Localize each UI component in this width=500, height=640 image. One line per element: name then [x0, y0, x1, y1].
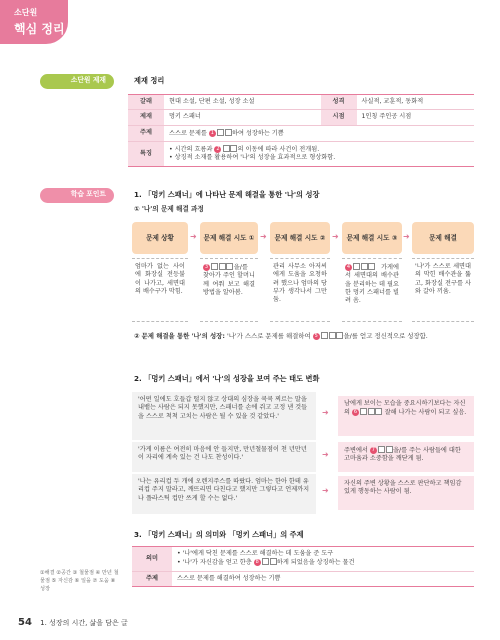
feature-header: 특징 — [128, 142, 164, 167]
view-value: 1인칭 주인공 시점 — [357, 110, 474, 125]
arrow-right-icon: ➜ — [322, 408, 329, 417]
step4-head: 문제 해결 시도 ③ — [342, 222, 402, 254]
meaning-table — [132, 546, 474, 587]
quote-2: '가게 이름은 여전히 마음에 안 들지만, 만년철물점이 천 년만년 이 자리에 계속 있는 건 나도 찬성이다.' — [132, 442, 316, 472]
page-footer — [18, 616, 128, 630]
label-content: 소단원 제재 — [40, 74, 114, 89]
change-1: 남에게 보이는 모습을 중요시하기보다는 자신의 6 잘해 나가는 사람이 되고 싶음. — [338, 396, 474, 436]
step3-head: 문제 해결 시도 ② — [270, 222, 330, 254]
quote-1: '어떤 일에도 호들갑 떨지 않고 상대의 심장을 쿡쿡 찌르는 말을 내뱉는 사람은 되지 못했지만, 스패너를 손에 쥐고 고정 낸 것들을 스스로 척척 고치는 사람은 될 수 있을 것 같았다.' — [132, 392, 316, 440]
sec1-sub1: ① '나'의 문제 해결 과정 — [134, 205, 204, 213]
theme3-header: 주제 — [132, 571, 172, 586]
genre-value: 현대 소설, 단편 소설, 성장 소설 — [164, 95, 321, 110]
arrow-right-icon: ➜ — [322, 450, 329, 459]
arrow-right-icon: ➜ — [403, 232, 410, 241]
footer-text: 1. 성장의 시간, 삶을 담은 글 — [40, 619, 128, 627]
summary-table — [128, 94, 474, 167]
badge-line2: 핵심 정리 — [14, 21, 65, 36]
genre-header: 갈래 — [128, 95, 164, 110]
sec3-title: 3. 「멍키 스패너」의 의미와 「멍키 스패너」의 주제 — [134, 530, 304, 539]
arrow-right-icon: ➜ — [260, 232, 267, 241]
sec2-title: 2. 「멍키 스패너」에서 '나'의 성장을 보여 주는 태도 변화 — [134, 374, 320, 383]
step5-body: '나'가 스스로 세면대의 막힌 배수관을 뚫고, 화장실 전구를 사 와 갈아 끼움. — [412, 258, 474, 322]
change-2: 주변에서 7 을/를 주는 사람들에 대한 고마움과 소중함을 깨닫게 됨. — [338, 442, 474, 472]
step1-head: 문제 상황 — [132, 222, 188, 254]
summary-title: 제재 정리 — [134, 76, 165, 85]
arrow-right-icon: ➜ — [322, 486, 329, 495]
step2-head: 문제 해결 시도 ① — [200, 222, 258, 254]
meaning-value: • '나'에게 닥친 문제를 스스로 해결하는 데 도움을 준 도구 • '나'가 자신감을 얻고 한층 8 하게 되었음을 상징하는 물건 — [172, 547, 474, 572]
badge-line1: 소단원 — [14, 8, 38, 17]
page-number: 54 — [18, 617, 32, 628]
change-3: 자신의 주변 상황을 스스로 판단하고 책임감 있게 행동하는 사람이 됨. — [338, 476, 474, 510]
answer-key: ①해결 ②공간 ③ 철물점 ④ 만년 철물점 ⑤ 자신감 ⑥ 일을 ⑦ 도움 ⑧ 성장 — [40, 570, 119, 592]
section-badge — [0, 0, 68, 44]
step2-body: 3 을/를 찾아가 주인 할머니께 여쭤 보고 해결 방법을 알아봄. — [200, 258, 258, 322]
theme-header: 주제 — [128, 125, 164, 141]
feature-value: • 시간의 흐름과 2 의 이동에 따라 사건이 전개됨. • 상징적 소재를 활용하여 '나'의 성장을 효과적으로 형상화함. — [164, 142, 474, 167]
meaning-header: 의미 — [132, 547, 172, 572]
step1-body: 엄마가 없는 사이에 화장실 전등불이 나가고, 세면대의 배수구가 막힘. — [132, 258, 188, 322]
sec1-title: 1. 「멍키 스패너」에 나타난 문제 해결을 통한 '나'의 성장 — [134, 190, 320, 199]
arrow-right-icon: ➜ — [332, 232, 339, 241]
step5-head: 문제 해결 — [412, 222, 474, 254]
sec1-sub2: ② 문제 해결을 통한 '나'의 성장: '나'가 스스로 문제를 해결하여 5 을/를 얻고 정신적으로 성장함. — [134, 332, 428, 340]
step4-body: 4 가게에서 세면대의 배수관을 분리하는 데 필요한 멍키 스패너를 빌려 옴. — [342, 258, 402, 322]
theme3-value: 스스로 문제를 해결하여 성장하는 기쁨 — [172, 571, 474, 586]
trait-value: 사실적, 교훈적, 동화적 — [357, 95, 474, 110]
subject-value: 멍키 스패너 — [164, 110, 321, 125]
subject-header: 제재 — [128, 110, 164, 125]
step3-body: 관리 사무소 아저씨에게 도움을 요청하려 했으나 엄마의 당부가 생각나서 그만둠. — [270, 258, 330, 322]
trait-header: 성격 — [321, 95, 357, 110]
arrow-right-icon: ➜ — [190, 232, 197, 241]
theme-value: 스스로 문제를 1 하여 성장하는 기쁨 — [164, 125, 474, 141]
view-header: 시점 — [321, 110, 357, 125]
quote-3: '나는 유리컵 두 개에 오렌지주스를 따랐다. 엄마는 한아 한테 유리컵 주지 말라고, 깨뜨리면 다친다고 했지만 그렇다고 언제까지나 플라스틱 컵만 쓰게 할 수는 없다.' — [132, 474, 316, 514]
label-learning-points: 학습 포인트 — [40, 188, 114, 203]
